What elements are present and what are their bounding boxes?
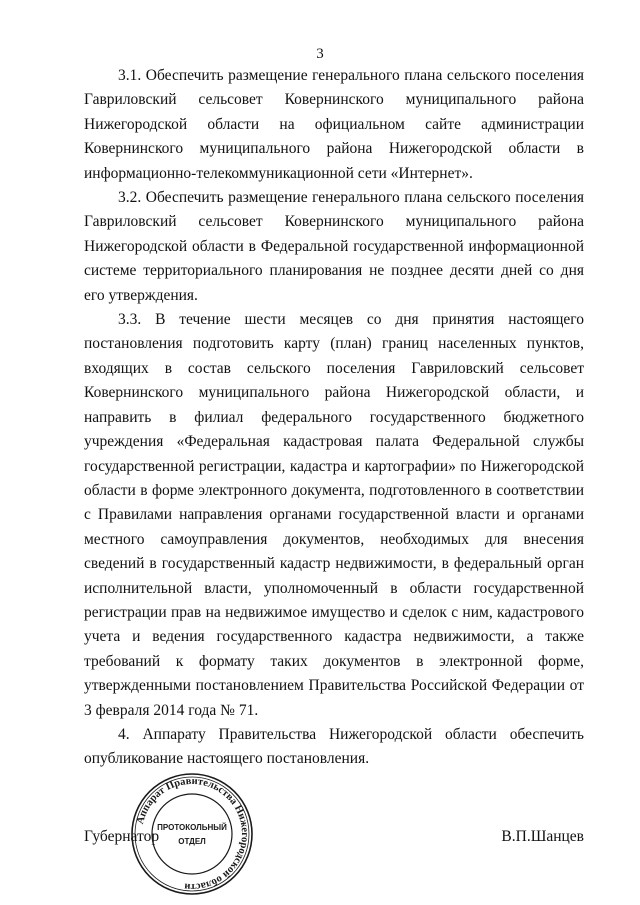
paragraph-3-1: 3.1. Обеспечить размещение генерального плана сельского поселения Гавриловский сельсовет Ковернинского муниципального района Нижегородской области на официальном сайте администрации Ковернинского муниципального района Нижегородской области в информационно-телекоммуникационной сети «Интернет». bbox=[84, 67, 584, 182]
stamp-center-line-2: ОТДЕЛ bbox=[178, 837, 206, 846]
paragraph-4: 4. Аппарату Правительства Нижегородской области обеспечить опубликование настоящего постановления. bbox=[84, 725, 584, 768]
stamp-outer-text: Аппарат Правительства Нижегородской области bbox=[135, 775, 251, 893]
document-body bbox=[84, 64, 584, 772]
paragraph-3-3: 3.3. В течение шести месяцев со дня принятия настоящего постановления подготовить карту (план) границ населенных пунктов, входящих в состав сельского поселения Гавриловский сельсовет Ковернинского муниципального района Нижегородской области, и направить в филиал федерального государственного бюджетного учреждения «Федеральная кадастровая палата Федеральной службы государственной регистрации, кадастра и картографии» по Нижегородской области в форме электронного документа, подготовленного в соответствии с Правилами направления органами государственной власти и органами местного самоуправления документов, необходимых для внесения сведений в государственный кадастр недвижимости, в федеральный орган исполнительной власти, уполномоченный в области государственной регистрации прав на недвижимое имущество и сделок с ним, кадастрового учета и ведения государственного кадастра недвижимости, а также требований к формату таких документов в электронной форме, утвержденными постановлением Правительства Российской Федерации от 3 февраля 2014 года № 71. bbox=[84, 311, 584, 719]
paragraph-3-2: 3.2. Обеспечить размещение генерального плана сельского поселения Гавриловский сельсовет Ковернинского муниципального района Нижегородской области в Федеральной государственной информационной системе территориального планирования не позднее десяти дней со дня его утверждения. bbox=[84, 189, 584, 304]
stamp-center-line-1: ПРОТОКОЛЬНЫЙ bbox=[157, 823, 227, 832]
signatory-title: Губернатор bbox=[84, 828, 160, 845]
page-number: 3 bbox=[316, 46, 324, 62]
official-stamp bbox=[128, 770, 256, 898]
signatory-name: В.П.Шанцев bbox=[501, 828, 584, 845]
